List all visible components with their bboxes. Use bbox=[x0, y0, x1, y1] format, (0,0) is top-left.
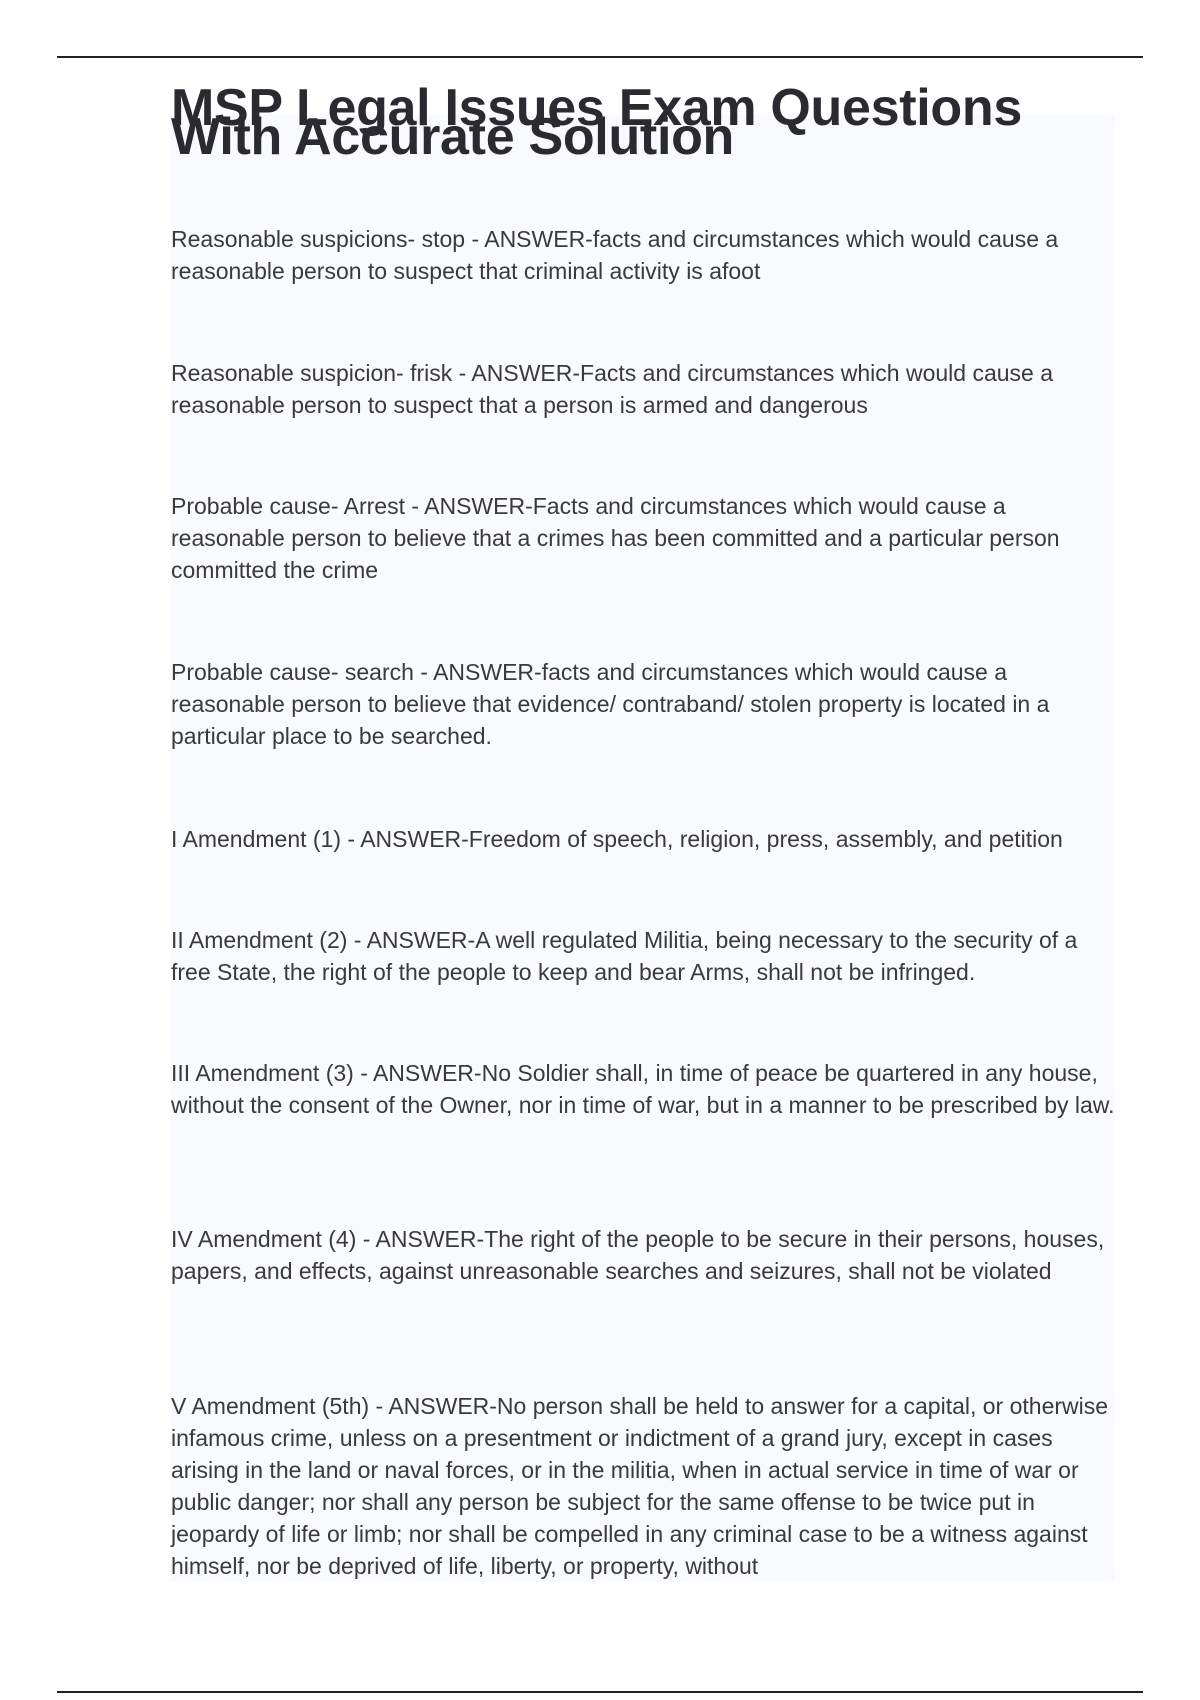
qa-entry-third-amendment: III Amendment (3) - ANSWER-No Soldier shall, in time of peace be quartered in any house, without the consent of the Owner, nor in time of war, but in a manner to be prescribed by law. bbox=[171, 1060, 1115, 1118]
qa-entry-second-amendment: II Amendment (2) - ANSWER-A well regulated Militia, being necessary to the security of a free State, the right of the people to keep and bear Arms, shall not be infringed. bbox=[171, 927, 1078, 985]
document-title: MSP Legal Issues Exam Questions With Accurate Solution bbox=[171, 79, 1022, 166]
qa-entry-reasonable-suspicion-frisk: Reasonable suspicion- frisk - ANSWER-Facts and circumstances which would cause a reasonable person to suspect that a person is armed and dangerous bbox=[171, 360, 1054, 418]
qa-entry-fourth-amendment: IV Amendment (4) - ANSWER-The right of the people to be secure in their persons, houses, papers, and effects, against unreasonable searches and seizures, shall not be violated bbox=[171, 1226, 1105, 1284]
bottom-divider bbox=[57, 1691, 1143, 1693]
qa-entry-fifth-amendment: V Amendment (5th) - ANSWER-No person shall be held to answer for a capital, or otherwise infamous crime, unless on a presentment or indictment of a grand jury, except in cases arising in the land or naval forces, or in the militia, when in actual service in time of war or public danger; nor shall any person be subject for the same offense to be twice put in jeopardy of life or limb; nor shall be compelled in any criminal case to be a witness against himself, nor be deprived of life, liberty, or property, without bbox=[171, 1393, 1109, 1579]
top-divider bbox=[57, 56, 1143, 58]
qa-entry-reasonable-suspicion-stop: Reasonable suspicions- stop - ANSWER-facts and circumstances which would cause a reasonable person to suspect that criminal activity is afoot bbox=[171, 226, 1059, 284]
qa-entry-probable-cause-search: Probable cause- search - ANSWER-facts and circumstances which would cause a reasonable person to believe that evidence/ contraband/ stolen property is located in a particular place to be searched. bbox=[171, 659, 1050, 749]
qa-entry-first-amendment: I Amendment (1) - ANSWER-Freedom of speech, religion, press, assembly, and petition bbox=[171, 826, 1063, 852]
qa-entry-probable-cause-arrest: Probable cause- Arrest - ANSWER-Facts and circumstances which would cause a reasonable person to believe that a crimes has been committed and a particular person committed the crime bbox=[171, 493, 1060, 583]
